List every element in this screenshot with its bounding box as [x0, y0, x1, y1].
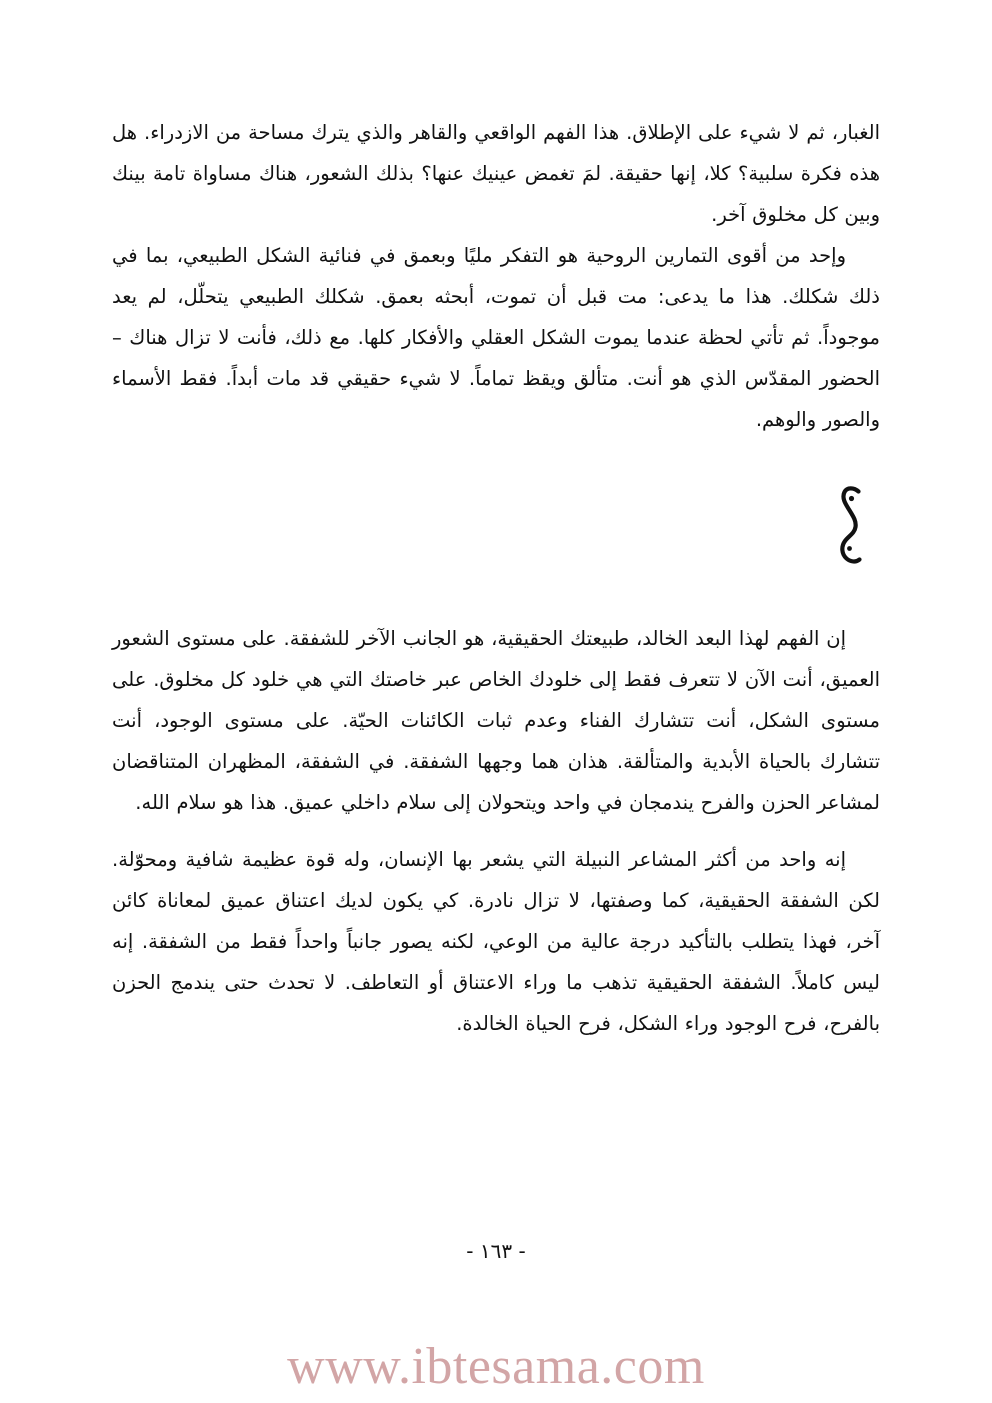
page-number: - ١٦٣ - [466, 1239, 526, 1263]
page-content [112, 112, 880, 1044]
paragraph-spacer [112, 823, 880, 839]
paragraph-3: إن الفهم لهذا البعد الخالد، طبيعتك الحقيقية، هو الجانب الآخر للشفقة. على مستوى الشعور العميق، أنت الآن لا تتعرف فقط إلى خلودك الخاص عبر خاصتك التي هي خلود كل مخلوق. على مستوى الشكل، أنت تتشارك الفناء وعدم ثبات الكائنات الحيّة. على مستوى الوجود، أنت تتشارك بالحياة الأبدية والمتألقة. هذان هما وجهها الشفقة. في الشفقة، المظهران المتناقضان لمشاعر الحزن والفرح يندمجان في واحد ويتحولان إلى سلام داخلي عميق. هذا هو سلام الله. [112, 627, 880, 814]
swash-divider-ornament-icon [820, 484, 880, 570]
paragraph-4: إنه واحد من أكثر المشاعر النبيلة التي يشعر بها الإنسان، وله قوة عظيمة شافية ومحوّلة. لكن الشفقة الحقيقية، كما وصفتها، لا تزال نادرة. كي يكون لديك اعتناق عميق لمعاناة كائن آخر، فهذا يتطلب بالتأكيد درجة عالية من الوعي، لكنه يصور جانباً واحداً فقط من الشفقة. إنه ليس كاملاً. الشفقة الحقيقية تذهب ما وراء الاعتناق أو التعاطف. لا تحدث حتى يندمج الحزن بالفرح، فرح الوجود وراء الشكل، فرح الحياة الخالدة. [112, 848, 880, 1035]
section-divider [112, 484, 880, 570]
site-watermark: www.ibtesama.com [287, 1338, 705, 1395]
paragraph-2: وإحد من أقوى التمارين الروحية هو التفكر مليًا وبعمق في فنائية الشكل الطبيعي، بما في ذلك شكلك. هذا ما يدعى: مت قبل أن تموت، أبحثه بعمق. شكلك الطبيعي يتحلّل، لم يعد موجوداً. ثم تأتي لحظة عندما يموت الشكل العقلي والأفكار كلها. مع ذلك، فأنت لا تزال هناك – الحضور المقدّس الذي هو أنت. متألق ويقظ تماماً. لا شيء حقيقي قد مات أبداً. فقط الأسماء والصور والوهم. [112, 244, 880, 431]
paragraph-1: الغبار، ثم لا شيء على الإطلاق. هذا الفهم الواقعي والقاهر والذي يترك مساحة من الازدراء. هل هذه فكرة سلبية؟ كلا، إنها حقيقة. لمَ تغمض عينيك عنها؟ بذلك الشعور، هناك مساواة تامة بينك وبين كل مخلوق آخر. [112, 121, 880, 226]
